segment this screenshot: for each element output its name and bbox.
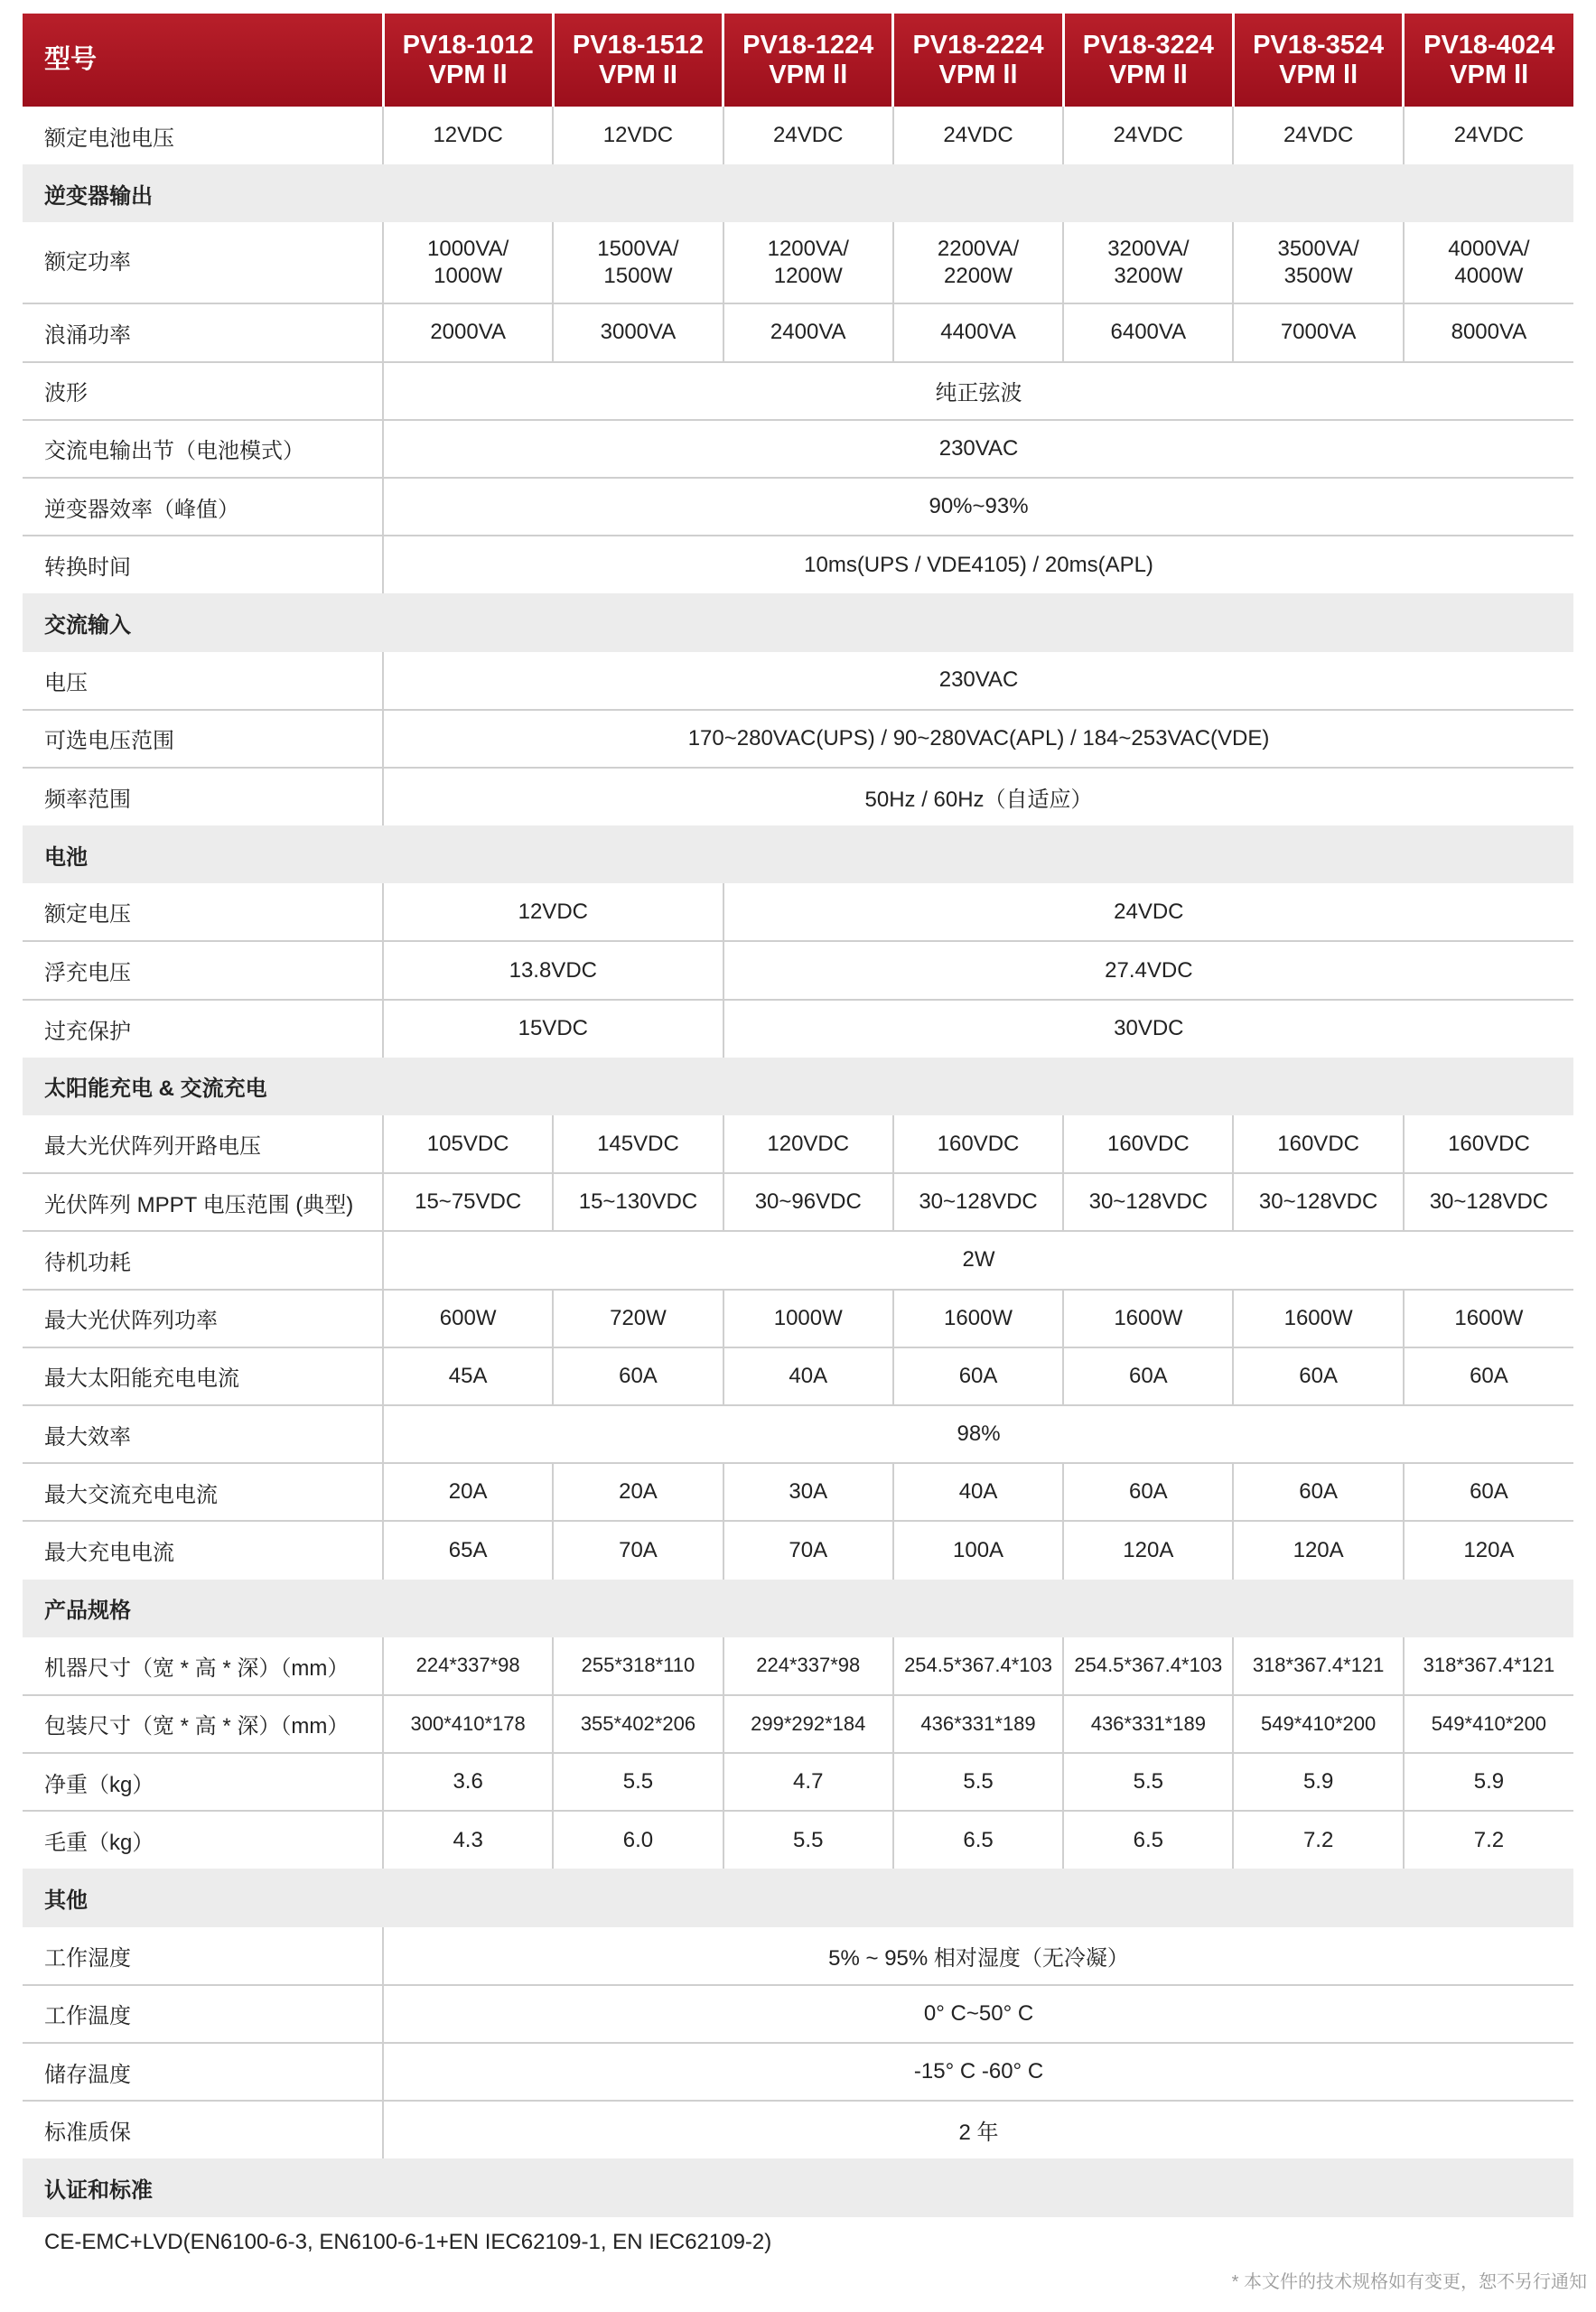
row-label: 最大充电电流 [23,1521,383,1579]
spec-value: 12VDC [553,107,723,164]
model-name: PV18-1512 [572,30,704,60]
spec-value: 6400VA [1063,303,1233,361]
spec-value: 600W [383,1290,553,1347]
spec-value: 30~128VDC [893,1173,1063,1231]
section-title: 其他 [23,1869,1573,1926]
spec-value: 3.6 [383,1753,553,1811]
table-row [23,1985,1573,2043]
table-row [23,1927,1573,1985]
row-label: 工作湿度 [44,1945,131,1971]
spec-value: 170~280VAC(UPS) / 90~280VAC(APL) / 184~253VAC(VDE) [383,710,1573,768]
spec-value: 160VDC [893,1115,1063,1173]
spec-value: 318*367.4*121 [1404,1637,1573,1695]
table-row [23,1173,1573,1231]
spec-value: 4000VA/ 4000W [1404,222,1573,303]
spec-value: 100A [893,1521,1063,1579]
spec-value: 纯正弦波 [383,362,1573,420]
spec-value: 70A [723,1521,893,1579]
spec-value: 40A [723,1347,893,1405]
table-row [23,478,1573,536]
spec-value: 720W [553,1290,723,1347]
spec-value: 254.5*367.4*103 [893,1637,1063,1695]
model-name: PV18-1012 [402,30,534,60]
table-row [23,222,1573,303]
spec-value: 7000VA [1233,303,1403,361]
spec-value: 3500VA/ 3500W [1233,222,1403,303]
spec-value: 1600W [1404,1290,1573,1347]
spec-value: 24VDC [1233,107,1403,164]
spec-value: 30A [723,1463,893,1521]
table-row [23,2101,1573,2158]
spec-value: 45A [383,1347,553,1405]
row-label: 光伏阵列 MPPT 电压范围 (典型) [23,1173,383,1231]
spec-value: 436*331*189 [1063,1695,1233,1753]
spec-value: 2W [383,1231,1573,1289]
table-row [23,1347,1573,1405]
section-header [23,825,1573,883]
spec-value: 549*410*200 [1404,1695,1573,1753]
table-row [23,1811,1573,1869]
model-series: VPM ll [1450,60,1529,89]
spec-table [23,14,1573,2217]
spec-value: 60A [1063,1463,1233,1521]
section-header [23,1058,1573,1115]
spec-value: 5.5 [1063,1753,1233,1811]
spec-value: 1000W [723,1290,893,1347]
table-row [23,768,1573,825]
spec-value: 145VDC [553,1115,723,1173]
section-header [23,1580,1573,1637]
table-row [23,107,1573,164]
spec-value: 299*292*184 [723,1695,893,1753]
section-title: 认证和标准 [23,2158,1573,2216]
spec-value: 24VDC [723,107,893,164]
model-header-1 [553,14,723,107]
spec-value: 3200VA/ 3200W [1063,222,1233,303]
row-label: 电压 [44,670,88,695]
table-row [23,303,1573,361]
spec-value: 30~128VDC [1233,1173,1403,1231]
row-label: 额定功率 [44,249,131,275]
spec-value: 5.5 [893,1753,1063,1811]
spec-value: 2 年 [383,2101,1573,2158]
spec-value: 2000VA [383,303,553,361]
spec-value: 98% [383,1405,1573,1463]
spec-value: 10ms(UPS / VDE4105) / 20ms(APL) [383,536,1573,593]
spec-value: 5.5 [553,1753,723,1811]
section-title: 太阳能充电 & 交流充电 [23,1058,1573,1115]
table-row [23,1115,1573,1173]
spec-value: 30~96VDC [723,1173,893,1231]
section-header [23,164,1573,222]
table-row [23,1405,1573,1463]
spec-value: 1000VA/ 1000W [383,222,553,303]
row-label: 最大太阳能充电电流 [23,1347,383,1405]
spec-sheet [23,14,1573,2217]
row-label: 待机功耗 [23,1231,383,1289]
spec-value: 105VDC [383,1115,553,1173]
table-body [23,107,1573,2217]
spec-value: 90%~93% [383,478,1573,536]
spec-value: 24VDC [893,107,1063,164]
model-header-2 [723,14,893,107]
spec-value: 60A [1233,1463,1403,1521]
spec-value: 0° C~50° C [383,1985,1573,2043]
spec-value: 30~128VDC [1063,1173,1233,1231]
table-row [23,1753,1573,1811]
spec-value: 15~75VDC [383,1173,553,1231]
table-row [23,2043,1573,2101]
spec-value: 60A [1063,1347,1233,1405]
model-series: VPM ll [1279,60,1358,89]
row-label: 频率范围 [23,768,383,825]
spec-value: 1600W [893,1290,1063,1347]
spec-value: -15° C -60° C [383,2043,1573,2101]
model-series: VPM ll [428,60,508,89]
spec-value: 300*410*178 [383,1695,553,1753]
row-label: 逆变器效率（峰值） [23,478,383,536]
spec-value: 120VDC [723,1115,893,1173]
row-label: 波形 [23,362,383,420]
row-label: 转换时间 [23,536,383,593]
spec-value: 160VDC [1233,1115,1403,1173]
spec-value: 30VDC [723,1000,1573,1058]
footnote: * 本文件的技术规格如有变更，恕不另行通知 [1231,2272,1587,2292]
row-label: 净重（kg） [23,1753,383,1811]
table-row [23,1695,1573,1753]
model-header-4 [1063,14,1233,107]
row-label: 额定电池电压 [44,126,174,151]
spec-value: 224*337*98 [723,1637,893,1695]
spec-value: 6.0 [553,1811,723,1869]
spec-value: 24VDC [1063,107,1233,164]
model-name: PV18-3524 [1253,30,1385,60]
spec-value: 355*402*206 [553,1695,723,1753]
spec-value: 50Hz / 60Hz（自适应） [383,768,1573,825]
spec-value: 224*337*98 [383,1637,553,1695]
spec-value: 24VDC [723,883,1573,941]
spec-value: 60A [553,1347,723,1405]
model-series: VPM ll [769,60,848,89]
spec-value: 5.9 [1404,1753,1573,1811]
model-header-6 [1404,14,1573,107]
model-header-0 [383,14,553,107]
model-name: PV18-2224 [912,30,1044,60]
row-label: 可选电压范围 [23,710,383,768]
spec-value: 1600W [1233,1290,1403,1347]
section-header [23,593,1573,651]
spec-value: 4.7 [723,1753,893,1811]
spec-value: 255*318*110 [553,1637,723,1695]
spec-value: 1600W [1063,1290,1233,1347]
spec-value: 7.2 [1404,1811,1573,1869]
table-row [23,420,1573,478]
model-header-label: 型号 [23,14,383,107]
row-label: 标准质保 [23,2101,383,2158]
model-series: VPM ll [1108,60,1188,89]
spec-value: 60A [1404,1347,1573,1405]
row-label: 包装尺寸（宽 * 高 * 深）（mm） [23,1695,383,1753]
spec-value: 60A [1404,1463,1573,1521]
spec-value: 20A [383,1463,553,1521]
table-row [23,1521,1573,1579]
spec-value: 3000VA [553,303,723,361]
model-header-5 [1233,14,1403,107]
row-label: 过充保护 [23,1000,383,1058]
spec-value: 15VDC [383,1000,723,1058]
spec-value: 7.2 [1233,1811,1403,1869]
spec-value: 60A [1233,1347,1403,1405]
spec-value: 24VDC [1404,107,1573,164]
row-label: 毛重（kg） [23,1811,383,1869]
table-row [23,1000,1573,1058]
model-name: PV18-1224 [742,30,874,60]
table-row [23,710,1573,768]
certification-text: CE-EMC+LVD(EN6100-6-3, EN6100-6-1+EN IEC62109-1, EN IEC62109-2) [44,2230,772,2254]
table-row [23,1290,1573,1347]
row-label: 浮充电压 [23,941,383,999]
spec-value: 120A [1063,1521,1233,1579]
model-series: VPM II [598,60,677,89]
spec-value: 1500VA/ 1500W [553,222,723,303]
section-title: 逆变器输出 [23,164,1573,222]
table-row [23,1637,1573,1695]
spec-value: 2200VA/ 2200W [893,222,1063,303]
row-label: 最大光伏阵列开路电压 [44,1134,261,1160]
row-label: 储存温度 [23,2043,383,2101]
spec-value: 6.5 [1063,1811,1233,1869]
table-row [23,536,1573,593]
spec-value: 120A [1233,1521,1403,1579]
model-name: PV18-3224 [1082,30,1214,60]
row-label: 最大效率 [23,1405,383,1463]
spec-value: 27.4VDC [723,941,1573,999]
section-title: 产品规格 [23,1580,1573,1637]
model-name: PV18-4024 [1423,30,1555,60]
spec-value: 1200VA/ 1200W [723,222,893,303]
model-header-3 [893,14,1063,107]
spec-value: 160VDC [1404,1115,1573,1173]
table-row [23,941,1573,999]
spec-value: 60A [893,1347,1063,1405]
row-label: 浪涌功率 [23,303,383,361]
row-label: 额定电压 [44,902,131,928]
spec-value: 8000VA [1404,303,1573,361]
spec-value: 160VDC [1063,1115,1233,1173]
row-label: 机器尺寸（宽 * 高 * 深）（mm） [44,1655,350,1681]
table-row [23,362,1573,420]
spec-value: 12VDC [383,107,553,164]
table-row [23,1231,1573,1289]
spec-value: 70A [553,1521,723,1579]
table-row [23,652,1573,710]
row-label: 最大交流充电电流 [23,1463,383,1521]
section-header [23,1869,1573,1926]
row-label: 最大光伏阵列功率 [23,1290,383,1347]
spec-value: 12VDC [383,883,723,941]
spec-value: 30~128VDC [1404,1173,1573,1231]
spec-value: 20A [553,1463,723,1521]
table-header [23,14,1573,107]
spec-value: 5% ~ 95% 相对湿度（无冷凝） [383,1927,1573,1985]
spec-value: 15~130VDC [553,1173,723,1231]
spec-value: 549*410*200 [1233,1695,1403,1753]
spec-value: 6.5 [893,1811,1063,1869]
row-label: 工作温度 [23,1985,383,2043]
spec-value: 436*331*189 [893,1695,1063,1753]
spec-value: 40A [893,1463,1063,1521]
spec-value: 4.3 [383,1811,553,1869]
table-row [23,1463,1573,1521]
section-title: 电池 [23,825,1573,883]
section-title: 交流输入 [23,593,1573,651]
spec-value: 13.8VDC [383,941,723,999]
spec-value: 2400VA [723,303,893,361]
spec-value: 4400VA [893,303,1063,361]
row-label: 交流电输出节（电池模式） [23,420,383,478]
table-row [23,883,1573,941]
spec-value: 5.5 [723,1811,893,1869]
spec-value: 230VAC [383,652,1573,710]
spec-value: 5.9 [1233,1753,1403,1811]
spec-value: 65A [383,1521,553,1579]
spec-value: 318*367.4*121 [1233,1637,1403,1695]
spec-value: 230VAC [383,420,1573,478]
spec-value: 120A [1404,1521,1573,1579]
model-series: VPM ll [938,60,1018,89]
spec-value: 254.5*367.4*103 [1063,1637,1233,1695]
